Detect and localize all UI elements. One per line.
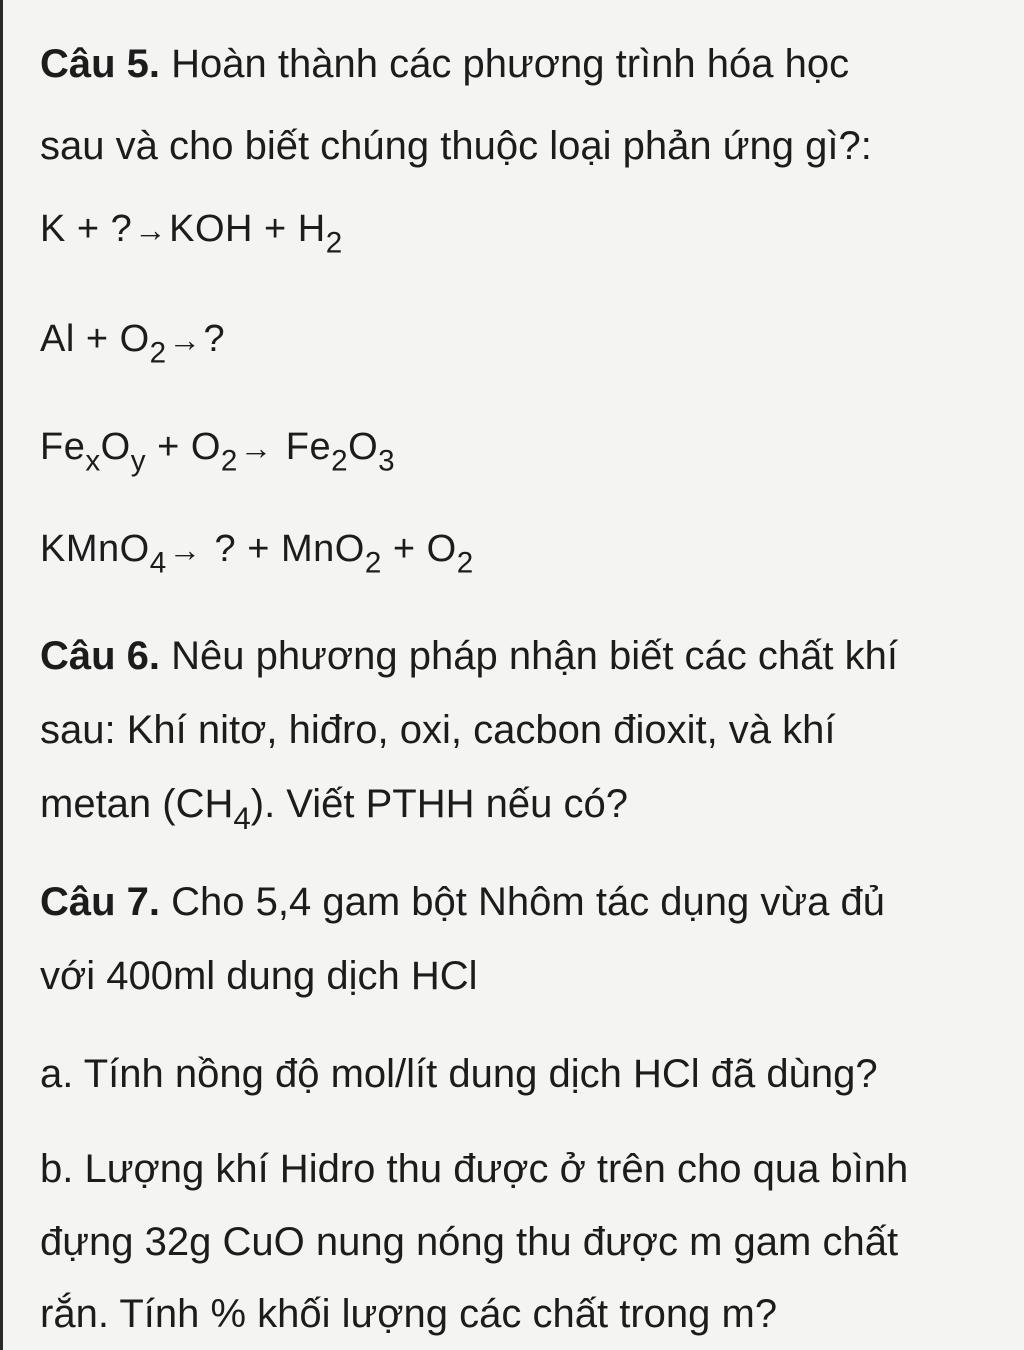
q7-part-a: a. Tính nồng độ mol/lít dung dịch HCl đã dùng? — [40, 1052, 878, 1096]
q5-line2: sau và cho biết chúng thuộc loại phản ứng gì?: — [40, 124, 872, 168]
q7-part-b-line3: rắn. Tính % khối lượng các chất trong m? — [40, 1292, 778, 1336]
q6-line3-a: metan (CH — [40, 782, 234, 826]
eq2-lhs: Al + O — [40, 318, 150, 360]
q7-line2: với 400ml dung dịch HCl — [40, 954, 478, 998]
eq2-rhs: ? — [203, 318, 226, 360]
eq3-rhs-fe: Fe — [274, 426, 332, 468]
eq4-lhs-sub: 4 — [149, 546, 167, 580]
eq4-arrow: → — [168, 532, 202, 568]
page-left-border — [0, 0, 3, 1350]
eq4-lhs: KMnO — [40, 528, 150, 570]
q6-heading — [40, 632, 898, 680]
q6-line3-b: ). Viết PTHH nếu có? — [250, 782, 628, 826]
q6-line2: sau: Khí nitơ, hiđro, oxi, cacbon đioxit, và khí — [40, 708, 836, 752]
q6-line3-sub: 4 — [233, 800, 251, 836]
q6-line3 — [40, 780, 628, 836]
eq2-lhs-sub: 2 — [149, 336, 167, 370]
q7-line1: Cho 5,4 gam bột Nhôm tác dụng vừa đủ — [160, 880, 886, 924]
q7-label: Câu 7. — [40, 880, 161, 924]
eq3-plus-o: + O — [146, 426, 221, 468]
eq4-rhs-b: + O — [381, 528, 457, 570]
equation-2 — [40, 315, 226, 370]
equation-1 — [40, 205, 343, 260]
q7-heading — [40, 878, 885, 926]
eq3-sub-2: 2 — [220, 444, 238, 478]
eq3-rhs-o: O — [348, 426, 379, 468]
eq1-arrow: → — [134, 212, 168, 248]
eq3-fe: Fe — [40, 426, 86, 468]
eq2-arrow: → — [168, 322, 202, 358]
eq3-sub-x: x — [85, 444, 101, 478]
eq3-o: O — [100, 426, 131, 468]
eq3-rhs-sub2: 3 — [378, 444, 396, 478]
eq4-rhs-sub1: 2 — [364, 546, 382, 580]
equation-3 — [40, 423, 396, 478]
eq1-lhs: K + ? — [40, 208, 133, 250]
q5-heading — [40, 40, 849, 88]
eq1-rhs-sub: 2 — [325, 226, 343, 260]
q6-line1: Nêu phương pháp nhận biết các chất khí — [160, 634, 898, 678]
q7-part-b-line2: đựng 32g CuO nung nóng thu được m gam chất — [40, 1220, 899, 1264]
equation-4 — [40, 525, 474, 580]
eq4-rhs-a: ? + MnO — [203, 528, 365, 570]
eq1-rhs: KOH + H — [169, 208, 326, 250]
eq3-sub-y: y — [130, 444, 147, 478]
q5-line1: Hoàn thành các phương trình hóa học — [160, 42, 850, 86]
eq3-arrow: → — [239, 430, 273, 466]
q7-part-b-line1: b. Lượng khí Hidro thu được ở trên cho qua bình — [40, 1147, 909, 1191]
q5-label: Câu 5. — [40, 42, 161, 86]
q6-label: Câu 6. — [40, 634, 161, 678]
eq3-rhs-sub1: 2 — [331, 444, 349, 478]
eq4-rhs-sub2: 2 — [456, 546, 474, 580]
